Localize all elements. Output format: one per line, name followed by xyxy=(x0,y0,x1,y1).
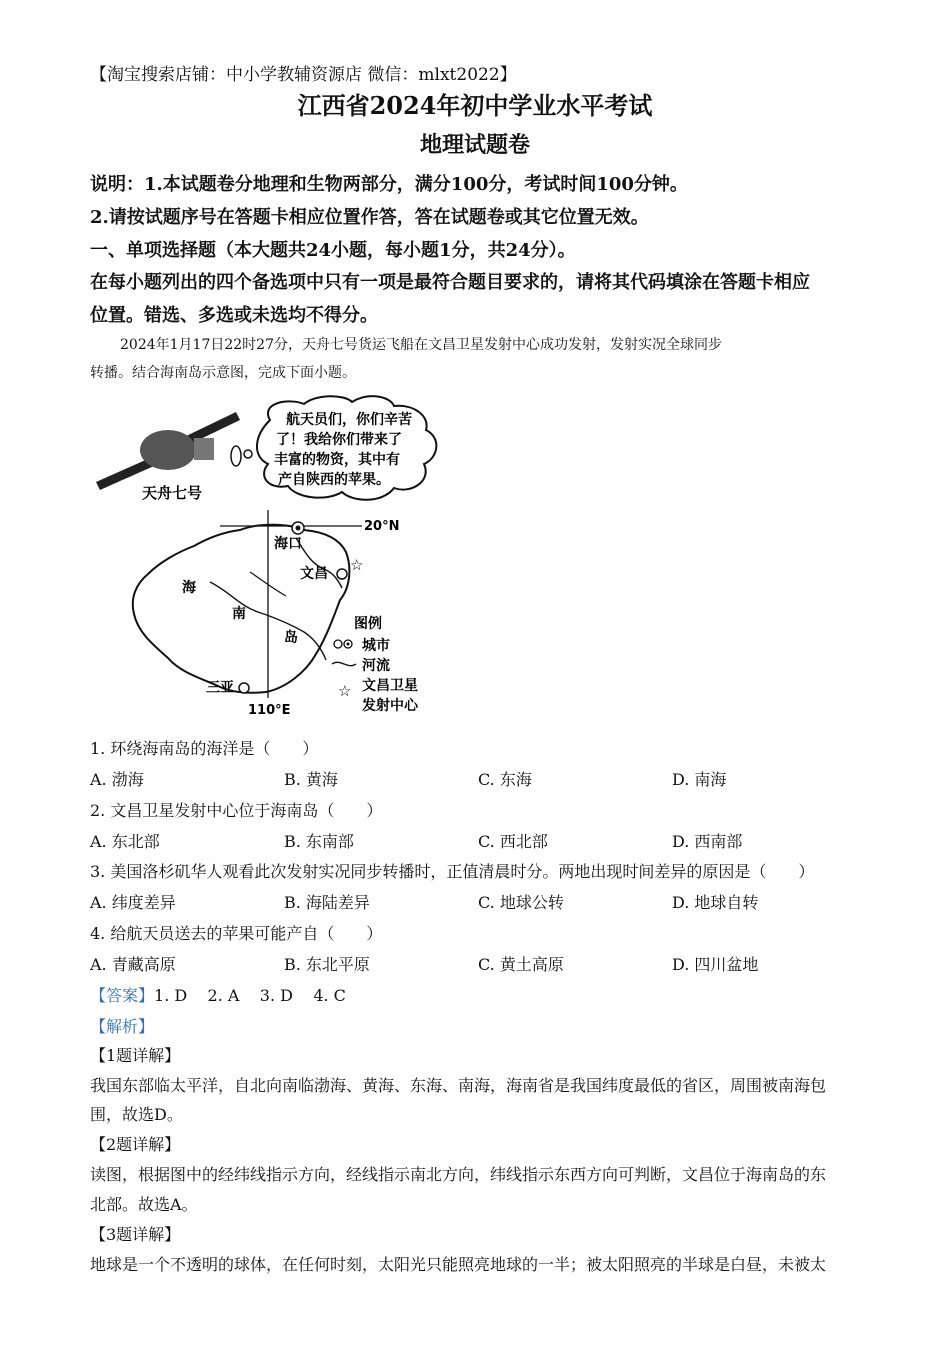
speech-line-3: 丰富的物资，其中有 xyxy=(274,452,400,468)
legend-title: 图例 xyxy=(354,616,382,632)
detail-2-line-2: 北部。故选A。 xyxy=(90,1195,198,1214)
q1-option-d[interactable]: D. 南海 xyxy=(672,770,727,789)
question-2-stem: 2. 文昌卫星发射中心位于海南岛（ ） xyxy=(90,801,383,820)
question-3-stem: 3. 美国洛杉矶华人观看此次发射实况同步转播时，正值清晨时分。两地出现时间差异的原因是（ ） xyxy=(90,862,815,881)
q1-option-c[interactable]: C. 东海 xyxy=(478,770,532,789)
legend-river-icon xyxy=(332,662,356,665)
speech-line-1: 航天员们，你们辛苦 xyxy=(286,412,412,428)
hainan-map-svg xyxy=(90,392,450,722)
legend-launch-label-1: 文昌卫星 xyxy=(362,678,418,694)
q4-option-b[interactable]: B. 东北平原 xyxy=(284,955,370,974)
answer-text: 1. D 2. A 3. D 4. C xyxy=(154,986,346,1005)
q4-option-a[interactable]: A. 青藏高原 xyxy=(90,955,176,974)
legend-city-icon xyxy=(334,640,342,648)
q3-option-d[interactable]: D. 地球自转 xyxy=(672,893,759,912)
latitude-label: 20°N xyxy=(364,519,400,534)
q2-option-b[interactable]: B. 东南部 xyxy=(284,832,354,851)
satellite-icon xyxy=(96,412,241,490)
instruction-2: 2.请按试题序号在答题卡相应位置作答，答在试题卷或其它位置无效。 xyxy=(90,207,649,228)
exam-subtitle: 地理试题卷 xyxy=(419,132,530,158)
speech-line-4: 产自陕西的苹果。 xyxy=(278,472,390,488)
longitude-label: 110°E xyxy=(248,703,291,718)
city-label-sanya: 三亚 xyxy=(206,680,234,696)
q2-option-a[interactable]: A. 东北部 xyxy=(90,832,160,851)
q2-option-d[interactable]: D. 西南部 xyxy=(672,832,743,851)
analysis-label: 【解析】 xyxy=(90,1017,155,1036)
detail-2-title: 【2题详解】 xyxy=(90,1135,181,1154)
q3-option-a[interactable]: A. 纬度差异 xyxy=(90,893,176,912)
island-char-2: 南 xyxy=(232,606,246,622)
q4-option-c[interactable]: C. 黄土高原 xyxy=(478,955,564,974)
q3-option-c[interactable]: C. 地球公转 xyxy=(478,893,564,912)
question-4-stem: 4. 给航天员送去的苹果可能产自（ ） xyxy=(90,924,383,943)
question-1-stem: 1. 环绕海南岛的海洋是（ ） xyxy=(90,739,319,758)
legend-river-label: 河流 xyxy=(362,658,390,674)
speech-line-2: 了！我给你们带来了 xyxy=(276,432,402,448)
city-label-haikou: 海口 xyxy=(274,536,302,552)
detail-2-line-1: 读图，根据图中的经纬线指示方向，经线指示南北方向，纬线指示东西方向可判断，文昌位于海南岛的东 xyxy=(90,1165,827,1184)
detail-1-title: 【1题详解】 xyxy=(90,1046,181,1065)
passage-line-2: 转播。结合海南岛示意图，完成下面小题。 xyxy=(90,365,356,381)
island-char-1: 海 xyxy=(182,580,196,596)
legend-star-icon: ☆ xyxy=(338,682,352,700)
hainan-map-figure xyxy=(90,392,450,722)
rule-line-1: 在每小题列出的四个备选项中只有一项是最符合题目要求的，请将其代码填涂在答题卡相应 xyxy=(90,272,810,293)
instruction-1: 说明：1.本试题卷分地理和生物两部分，满分100分，考试时间100分钟。 xyxy=(90,174,688,195)
island-char-3: 岛 xyxy=(284,630,298,646)
rule-line-2: 位置。错选、多选或未选均不得分。 xyxy=(90,305,378,326)
detail-1-line-2: 围，故选D。 xyxy=(90,1105,183,1124)
detail-1-line-1: 我国东部临太平洋，自北向南临渤海、黄海、东海、南海，海南省是我国纬度最低的省区，周围被南海包 xyxy=(90,1076,827,1095)
q1-option-a[interactable]: A. 渤海 xyxy=(90,770,144,789)
detail-3-line-1: 地球是一个不透明的球体，在任何时刻，太阳光只能照亮地球的一半；被太阳照亮的半球是白昼，未被太 xyxy=(90,1255,827,1274)
q2-option-c[interactable]: C. 西北部 xyxy=(478,832,548,851)
launch-center-star-icon: ☆ xyxy=(350,556,364,574)
exam-title: 江西省2024年初中学业水平考试 xyxy=(297,91,653,120)
section-heading: 一、单项选择题（本大题共24小题，每小题1分，共24分）。 xyxy=(90,240,576,261)
bubble-dot xyxy=(244,450,252,458)
spacecraft-label: 天舟七号 xyxy=(142,484,203,502)
wenchang-city-icon xyxy=(337,569,347,579)
sanya-city-icon xyxy=(239,683,249,693)
q4-option-d[interactable]: D. 四川盆地 xyxy=(672,955,759,974)
legend-launch-label-2: 发射中心 xyxy=(362,698,418,714)
q1-option-b[interactable]: B. 黄海 xyxy=(284,770,338,789)
passage-line-1: 2024年1月17日22时27分，天舟七号货运飞船在文昌卫星发射中心成功发射，发射实况全球同步 xyxy=(120,337,722,353)
answer-row xyxy=(90,983,346,1006)
city-label-wenchang: 文昌 xyxy=(300,566,328,582)
detail-3-title: 【3题详解】 xyxy=(90,1225,181,1244)
q3-option-b[interactable]: B. 海陆差异 xyxy=(284,893,370,912)
answer-label: 【答案】 xyxy=(90,986,155,1005)
shop-banner: 【淘宝搜索店铺：中小学教辅资源店 微信：mlxt2022】 xyxy=(90,65,517,85)
legend-city-label: 城市 xyxy=(362,638,390,654)
